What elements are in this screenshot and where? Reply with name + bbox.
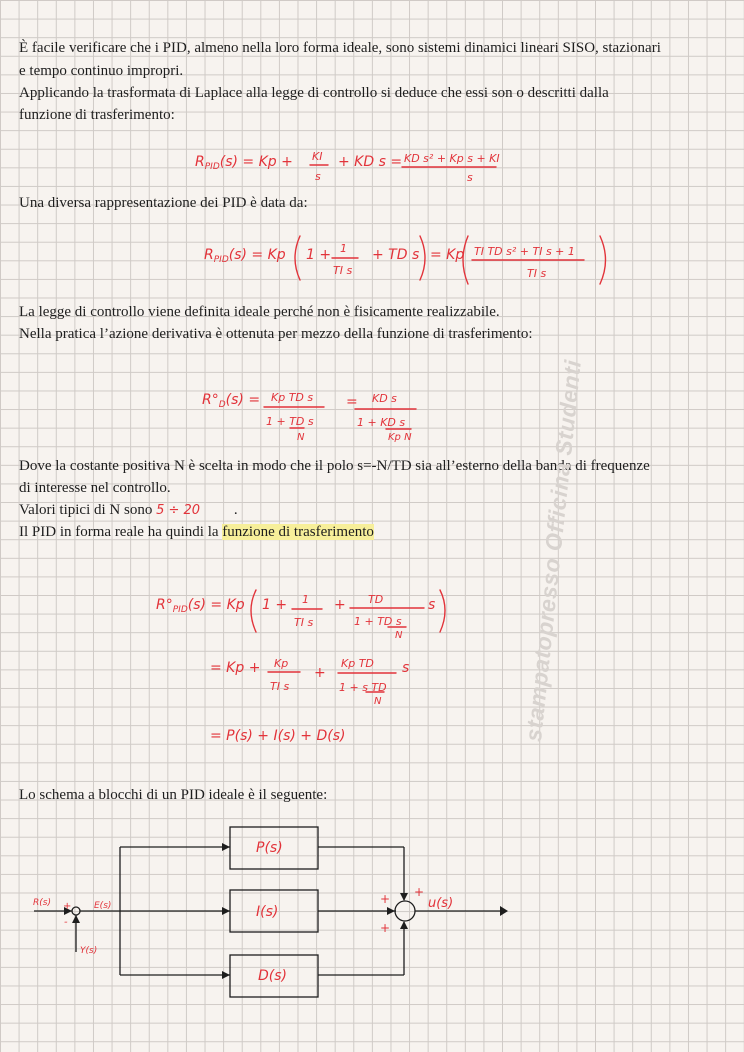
arrow-head	[222, 843, 230, 851]
arrow-head	[222, 971, 230, 979]
minus-sign: -	[64, 917, 68, 928]
formula-text: s	[402, 660, 410, 676]
block-d-label: D(s)	[258, 968, 287, 984]
plus-sign: +	[380, 921, 391, 935]
formula-text: KD s² + Kp s + KI	[404, 152, 500, 165]
formula-text: 1 +	[262, 597, 288, 613]
paragraph-line: Applicando la trasformata di Laplace alla legge di controllo si deduce che essi son o descritti dalla	[19, 85, 609, 101]
formula-text: TI s	[333, 264, 353, 277]
paragraph-line: funzione di trasferimento:	[19, 107, 175, 123]
feedback-label: Y(s)	[80, 946, 98, 956]
formula-text: = P(s) + I(s) + D(s)	[210, 728, 346, 744]
output-label: u(s)	[428, 896, 454, 911]
paragraph-text: .	[233, 502, 238, 518]
formula-text: Kp TD	[341, 657, 374, 670]
formula-text: TI s	[294, 616, 314, 629]
formula-4b	[210, 657, 409, 707]
paragraph-line: e tempo continuo impropri.	[19, 63, 184, 79]
arrow-head	[72, 915, 80, 923]
formula-text: KI	[312, 150, 323, 163]
formula-text: 1	[340, 242, 347, 255]
arrow-head	[222, 907, 230, 915]
paragraph-line: È facile verificare che i PID, almeno nella loro forma ideale, sono sistemi dinamici lineari SISO, stazionari	[19, 40, 661, 56]
formula-text: TI s	[270, 680, 290, 693]
arrow-head	[387, 907, 395, 915]
formula-text: s	[428, 597, 436, 613]
watermark: stampatopresso Officina Studenti	[520, 358, 586, 743]
block-i-label: I(s)	[256, 904, 279, 920]
arrow-head	[400, 921, 408, 929]
formula-text: N	[395, 630, 403, 641]
formula-text: $R^\circ_{PID}(s) = Kp$	[156, 597, 245, 615]
formula-text: $R^\circ_D(s)$ =	[202, 392, 261, 410]
paragraph-line: Una diversa rappresentazione dei PID è data da:	[19, 195, 308, 211]
highlighted-text: funzione di trasferimento	[222, 524, 374, 540]
paragraph-line: Lo schema a blocchi di un PID ideale è il seguente:	[19, 787, 328, 803]
formula-4a	[156, 593, 435, 641]
formula-text: Kp N	[388, 432, 412, 443]
formula-text: s	[467, 171, 473, 184]
formula-2	[204, 242, 575, 280]
formula-3	[202, 391, 412, 443]
formula-text: s	[315, 170, 321, 183]
plus-sign: +	[414, 885, 425, 899]
formula-text: N	[297, 432, 305, 443]
input-summing-node	[72, 907, 80, 915]
formula-text: 1	[302, 593, 309, 606]
formula-text: KD s	[372, 392, 397, 405]
block-diagram	[33, 827, 508, 997]
paragraph-line: Nella pratica l’azione derivativa è ottenuta per mezzo della funzione di trasferimento:	[19, 326, 533, 342]
formula-text: N	[374, 696, 382, 707]
block-p-label: P(s)	[256, 840, 283, 856]
arrow-head	[400, 893, 408, 901]
formula-text: =	[346, 394, 358, 410]
formula-text: $R_{PID}(s) = Kp$	[204, 247, 286, 265]
arrow-head	[500, 906, 508, 916]
paragraph-line: La legge di controllo viene definita ideale perché non è fisicamente realizzabile.	[19, 304, 500, 320]
formula-4c	[210, 728, 345, 744]
paragraph-line: di interesse nel controllo.	[19, 480, 171, 496]
formula-text: 1 + s TD	[339, 681, 387, 694]
formula-text: 1 +	[306, 247, 332, 263]
formula-text: = Kp +	[210, 660, 261, 676]
handwritten-value: 5 ÷ 20	[156, 503, 201, 518]
formula-text: + TD s	[372, 247, 420, 263]
formula-text: 1 + TD s	[354, 615, 402, 628]
formula-text: +	[314, 665, 326, 681]
formula-text: TD	[368, 593, 384, 606]
formula-text: TI TD s² + TI s + 1	[474, 245, 575, 258]
paragraph-text: Valori tipici di N sono	[19, 502, 153, 518]
formula-text: 1 + KD s	[357, 416, 406, 429]
paragraph-line: Dove la costante positiva N è scelta in modo che il polo s=-N/TD sia all’esterno della banda di frequenze	[19, 458, 650, 474]
plus-sign: +	[380, 892, 391, 906]
formula-text: $R_{PID}(s) = Kp$ +	[195, 154, 293, 172]
error-label: E(s)	[94, 901, 112, 911]
output-summing-node	[395, 901, 415, 921]
paragraph-text: Il PID in forma reale ha quindi la	[19, 524, 223, 540]
plus-sign: +	[63, 901, 72, 912]
formula-text: = Kp	[430, 247, 465, 263]
input-label: R(s)	[33, 898, 51, 908]
formula-text: +	[334, 597, 346, 613]
formula-text: + KD s =	[338, 154, 403, 170]
formula-text: Kp	[274, 657, 289, 670]
formula-text: TI s	[527, 267, 547, 280]
formula-text: 1 + TD s	[266, 415, 314, 428]
formula-text: Kp TD s	[271, 391, 314, 404]
